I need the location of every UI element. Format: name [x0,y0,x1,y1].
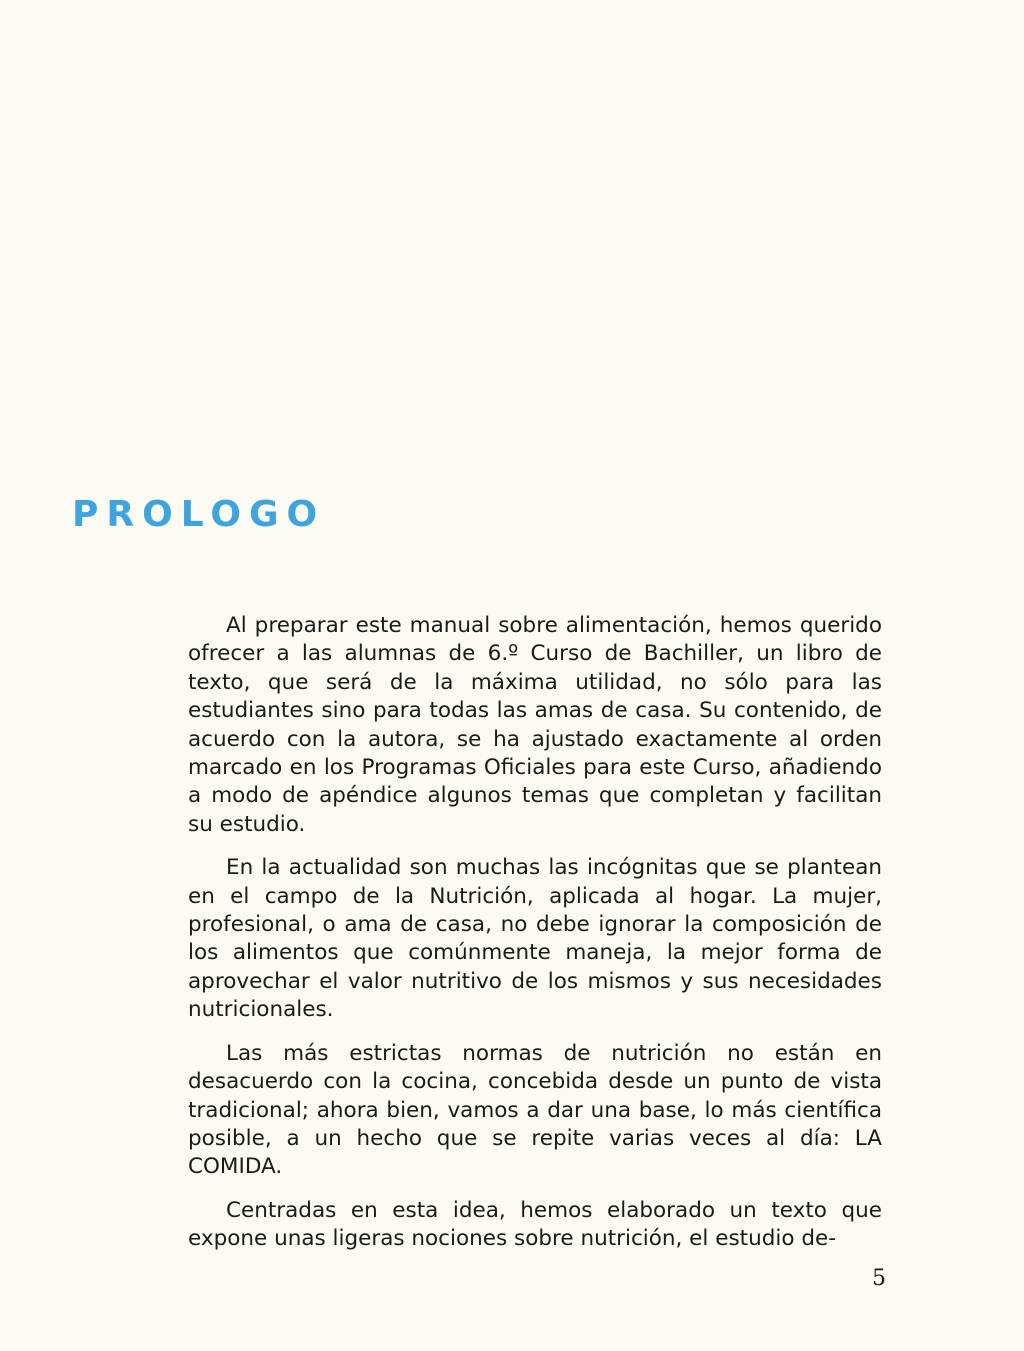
paragraph: En la actualidad son muchas las incógnitas que se plantean en el campo de la Nutrición, aplicada al hogar. La mujer, profesional, o ama de casa, no debe ignorar la composición de los alimentos que comúnmente maneja, la mejor forma de aprovechar el valor nutritivo de los mismos y sus necesidades nutricionales. [188,855,882,1023]
paragraph: Las más estrictas normas de nutrición no están en desacuerdo con la cocina, concebida desde un punto de vista tradicional; ahora bien, vamos a dar una base, lo más científica posible, a un hecho que se repite varias veces al día: LA COMIDA. [188,1040,882,1180]
prologue-body [188,612,882,1269]
page-number: 5 [872,1266,886,1291]
page-title: PROLOGO [72,494,326,535]
paragraph: Centradas en esta idea, hemos elaborado un texto que expone unas ligeras nociones sobre nutrición, el estudio de- [188,1197,882,1252]
paragraph: Al preparar este manual sobre alimentación, hemos querido ofrecer a las alumnas de 6.º Curso de Bachiller, un libro de texto, que será de la máxima utilidad, no sólo para las estudiantes sino para todas las amas de casa. Su contenido, de acuerdo con la autora, se ha ajustado exactamente al orden marcado en los Programas Oficiales para este Curso, añadiendo a modo de apéndice algunos temas que completan y facilitan su estudio. [188,613,882,837]
